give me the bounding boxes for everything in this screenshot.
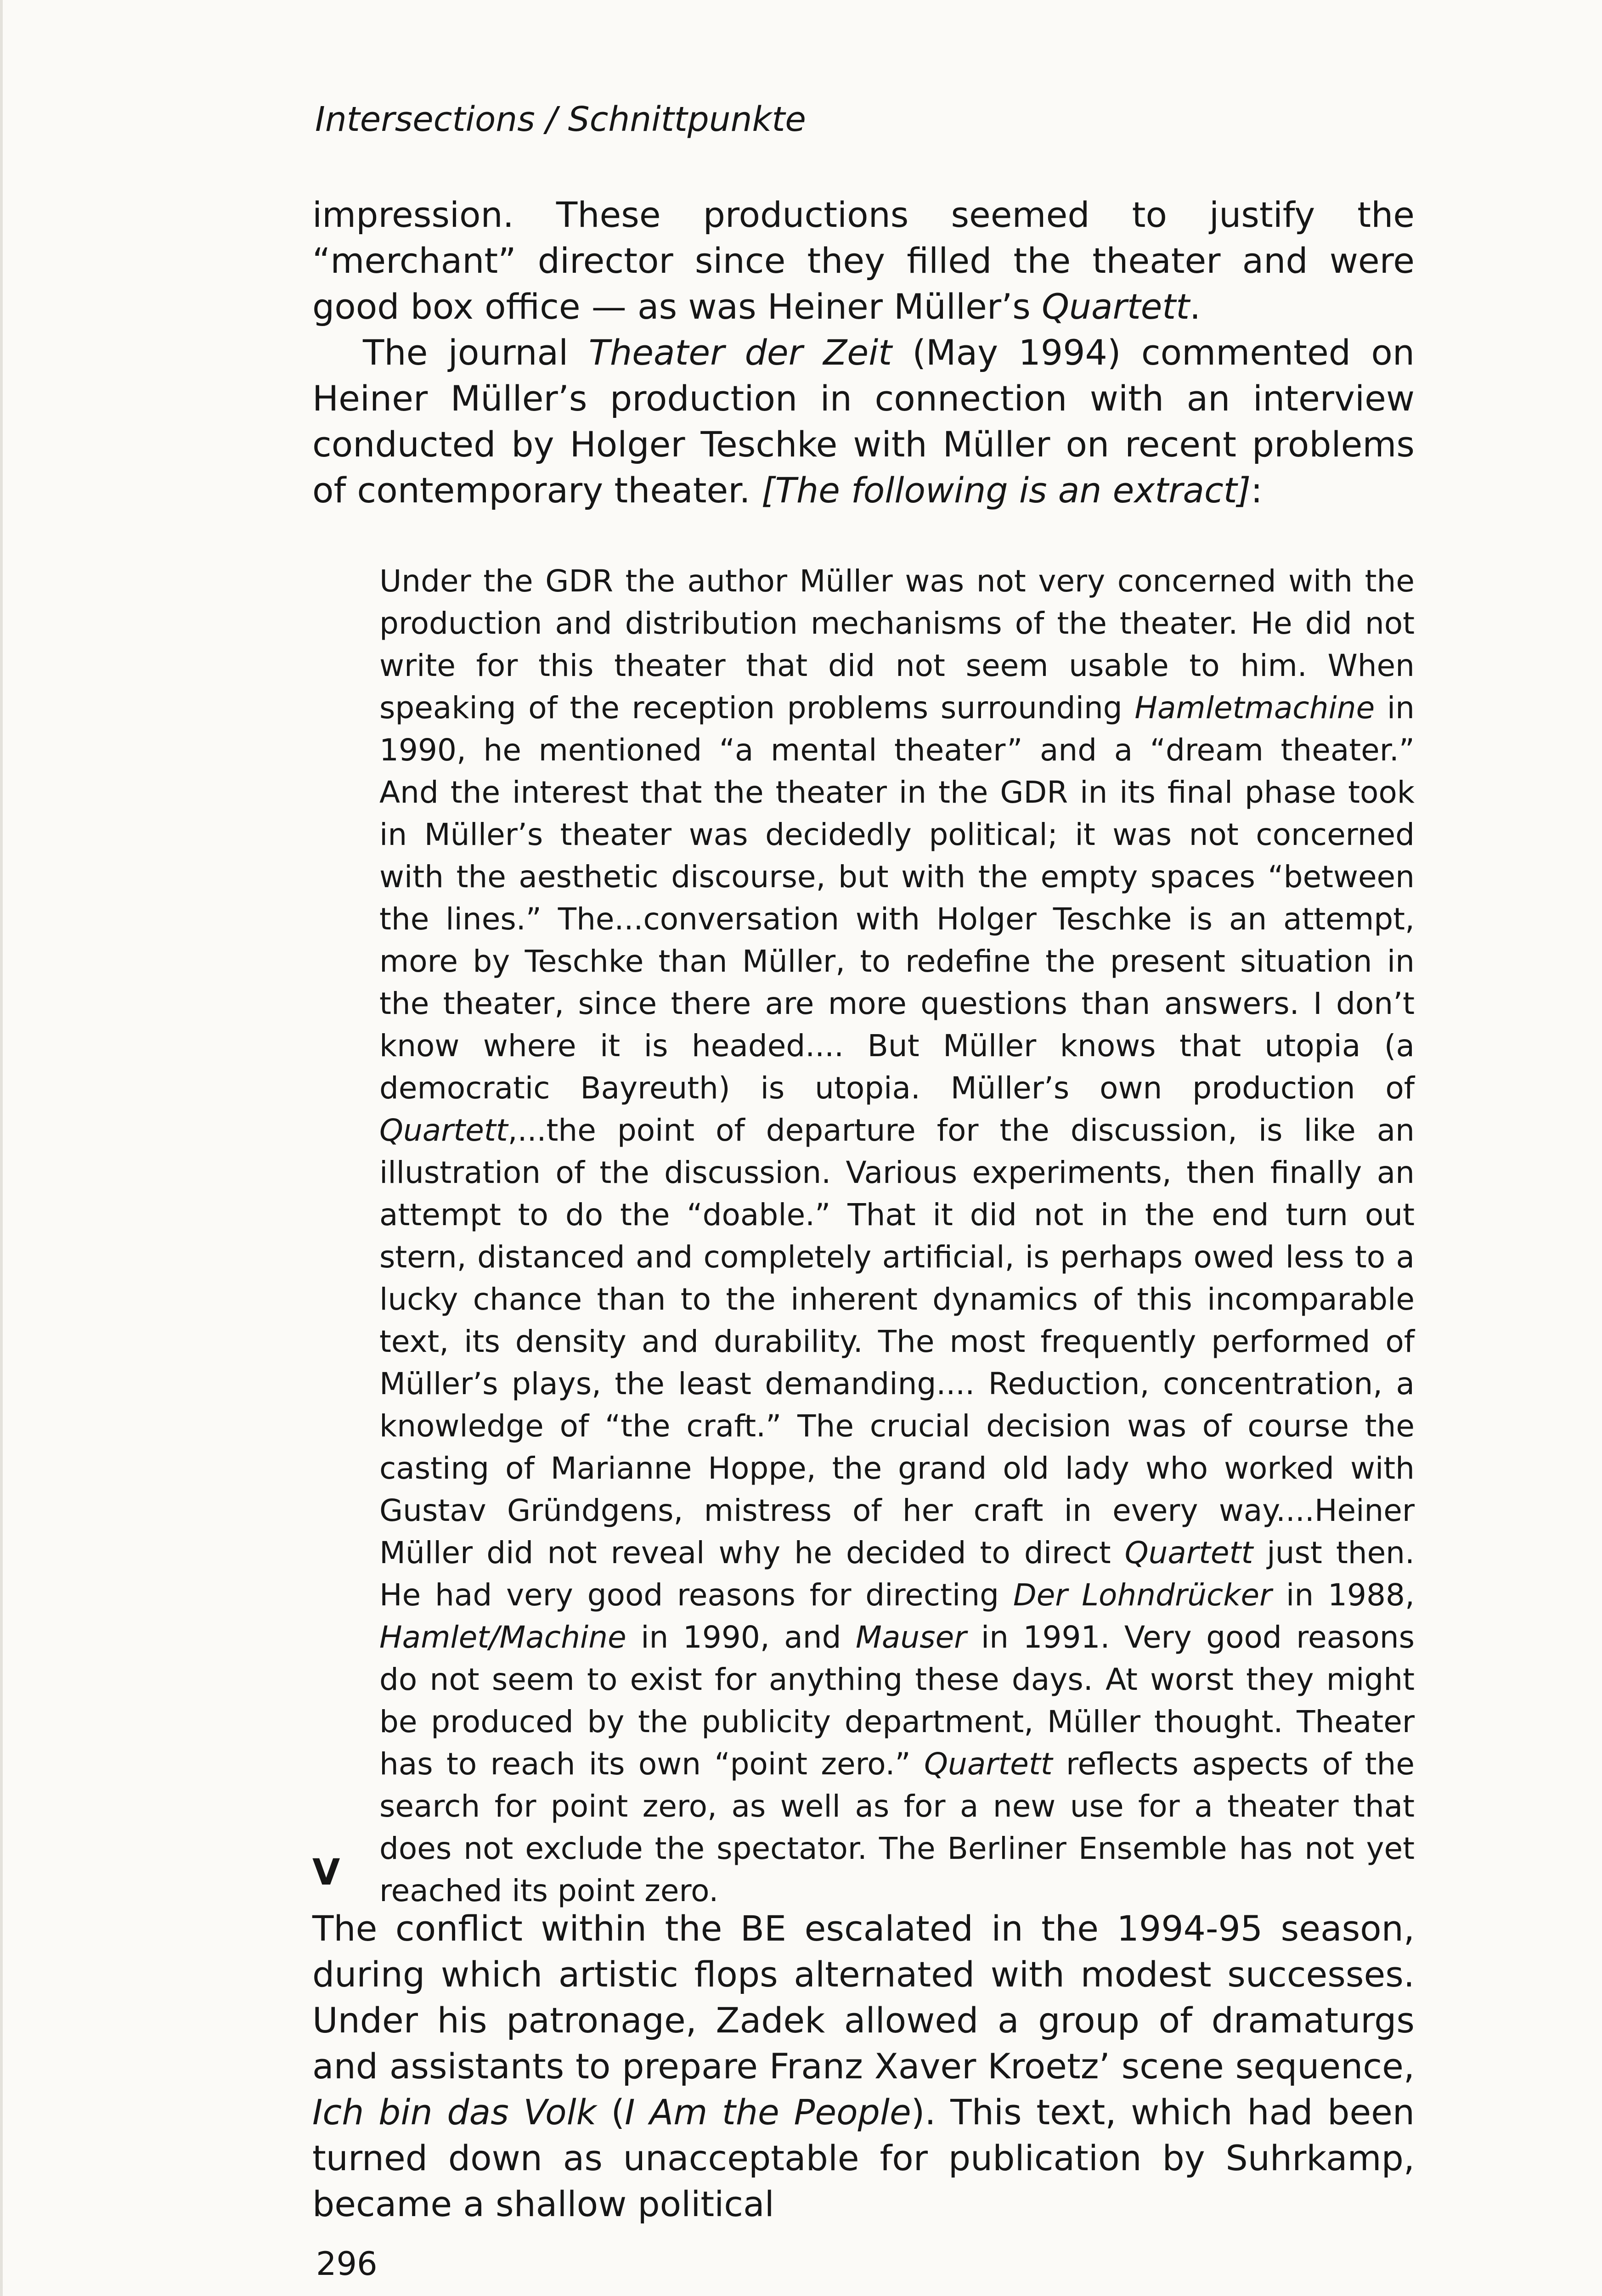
block-quote	[379, 560, 1415, 1912]
work-title: Mauser	[855, 1620, 967, 1655]
paragraph-1	[312, 192, 1415, 330]
text-run: in 1991. Very good reasons do not seem to exist for anything these days. At worst they might be produced by the publicity department, Müller thought. Theater has to reach its own “point zero.”	[379, 1620, 1415, 1782]
paragraph-3	[312, 1906, 1415, 2227]
text-run: The conflict within the BE escalated in the 1994-95 season, during which artistic flops alternated with modest successes. Under his patronage, Zadek allowed a group of dramaturgs and assistants to prepare Franz Xaver Kroetz’ scene sequence,	[312, 1908, 1415, 2087]
text-run: impression. These productions seemed to justify the “merchant” director since they filled the theater and were good box office — as was Heiner Müller’s	[312, 194, 1415, 327]
text-run: .	[1190, 286, 1201, 327]
text-run: reflects aspects of the search for point zero, as well as for a new use for a theater that does not exclude the spectator. The Berliner Ensemble has not yet reached its point zero.	[379, 1746, 1415, 1908]
work-title: Der Lohndrücker	[1013, 1577, 1272, 1613]
text-run: Under the GDR the author Müller was not very concerned with the production and distribution mechanisms of the theater. He did not write for this theater that did not seem usable to him. When speaking of the reception problems surrounding	[379, 563, 1415, 726]
text-run: (May 1994) commented on Heiner Müller’s production in connection with an interview conducted by Holger Teschke with Müller on recent problems of contemporary theater.	[312, 332, 1415, 511]
work-title: Ich bin das Volk	[312, 2092, 597, 2133]
text-run: :	[1251, 470, 1263, 511]
text-run: The journal	[363, 332, 589, 373]
work-title: Quartett	[379, 1113, 508, 1148]
page-edge	[0, 0, 3, 2296]
page-number: 296	[316, 2245, 378, 2283]
text-run: ,...the point of departure for the discussion, is like an illustration of the discussion. Various experiments, then finally an attempt to do the “doable.” That it did not in the end turn out stern, distanced and completely artificial, is perhaps owed less to a lucky chance than to the inherent dynamics of this incomparable text, its density and durability. The most frequently performed of Müller’s plays, the least demanding.... Reduction, concentration, a knowledge of “the craft.” The crucial decision was of course the casting of Marianne Hoppe, the grand old lady who worked with Gustav Gründgens, mistress of her craft in every way....Heiner Müller did not reveal why he decided to direct	[379, 1113, 1415, 1570]
running-head: Intersections / Schnittpunkte	[315, 100, 806, 139]
text-run: ). This text, which had been turned down as unacceptable for publication by Suhrkamp, became a shallow political	[312, 2092, 1415, 2224]
journal-title: Theater der Zeit	[588, 332, 892, 373]
work-title: Hamlet/Machine	[379, 1620, 626, 1655]
text-run: (	[596, 2092, 625, 2133]
editorial-note: [The following is an extract]	[761, 470, 1251, 511]
text-run: just then. He had very good reasons for directing	[379, 1535, 1415, 1613]
section-heading: V	[312, 1852, 340, 1893]
work-title: I Am the People	[625, 2092, 911, 2133]
work-title: Quartett	[924, 1746, 1053, 1782]
text-run: in 1990, and	[626, 1620, 856, 1655]
text-run: in 1990, he mentioned “a mental theater” and a “dream theater.” And the interest that the theater in the GDR in its final phase took in Müller’s theater was decidedly political; it was not concerned with the aesthetic discourse, but with the empty spaces “between the lines.” The...conversation with Holger Teschke is an attempt, more by Teschke than Müller, to redefine the present situation in the theater, since there are more questions than answers. I don’t know where it is headed.... But Müller knows that utopia (a democratic Bayreuth) is utopia. Müller’s own production of	[379, 690, 1415, 1106]
work-title: Hamletmachine	[1134, 690, 1375, 726]
text-run: in 1988,	[1272, 1577, 1415, 1613]
paragraph-2	[312, 330, 1415, 513]
work-title: Quartett	[1124, 1535, 1253, 1570]
work-title: Quartett	[1042, 286, 1190, 327]
